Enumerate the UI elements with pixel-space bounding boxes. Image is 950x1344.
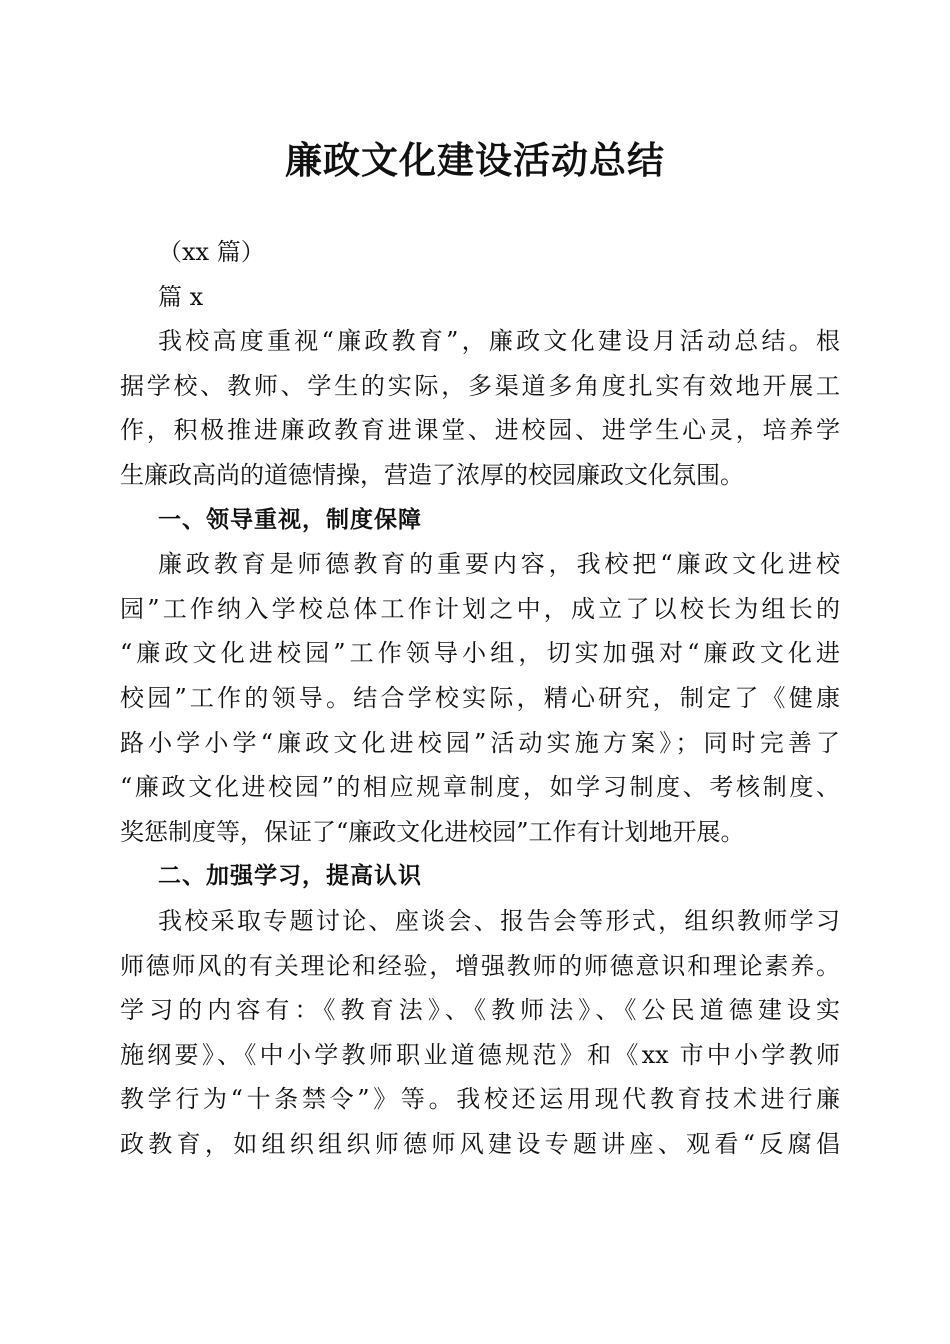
paragraph-line: 施纲要》、《中小学教师职业道德规范》和《xx 市中小学教师: [120, 1040, 840, 1069]
document-title: 廉政文化建设活动总结: [285, 138, 665, 182]
part-label: 篇 x: [158, 282, 204, 311]
paragraph-line: 我校采取专题讨论、座谈会、报告会等形式，组织教师学习: [158, 906, 840, 935]
document-body: [120, 230, 840, 1166]
section-heading-2: 二、加强学习，提高认识: [158, 863, 422, 890]
paragraph-line: 据学校、教师、学生的实际，多渠道多角度扎实有效地开展工: [120, 371, 840, 400]
subtitle: （xx 篇）: [158, 238, 265, 266]
paragraph-line: 园”工作纳入学校总体工作计划之中，成立了以校长为组长的: [120, 594, 840, 623]
paragraph-line: 我校高度重视“廉政教育”，廉政文化建设月活动总结。根: [158, 327, 840, 356]
paragraph-line: 廉政教育是师德教育的重要内容，我校把“廉政文化进校: [158, 550, 840, 579]
paragraph-line: 教学行为“十条禁令”》等。我校还运用现代教育技术进行廉: [120, 1085, 840, 1114]
paragraph-study: [120, 899, 840, 1167]
paragraph-leadership: [120, 542, 840, 854]
paragraph-line: 校园”工作的领导。结合学校实际，精心研究，制定了《健康: [120, 683, 840, 712]
paragraph-line: 师德师风的有关理论和经验，增强教师的师德意识和理论素养。: [120, 951, 840, 980]
paragraph-line: 学习的内容有：《教育法》、《教师法》、《公民道德建设实: [120, 996, 840, 1025]
section-heading-1: 一、领导重视，制度保障: [158, 506, 422, 533]
paragraph-line: 奖惩制度等，保证了“廉政文化进校园”工作有计划地开展。: [120, 817, 745, 846]
paragraph-line: 作，积极推进廉政教育进课堂、进校园、进学生心灵，培养学: [120, 416, 840, 445]
paragraph-line: 生廉政高尚的道德情操，营造了浓厚的校园廉政文化氛围。: [120, 460, 744, 489]
paragraph-line: 政教育，如组织组织师德师风建设专题讲座、观看“反腐倡: [120, 1129, 840, 1158]
paragraph-line: “廉政文化进校园”工作领导小组，切实加强对“廉政文化进: [120, 639, 840, 668]
paragraph-line: “廉政文化进校园”的相应规章制度，如学习制度、考核制度、: [120, 773, 840, 802]
paragraph-line: 路小学小学“廉政文化进校园”活动实施方案》；同时完善了: [120, 728, 840, 757]
paragraph-intro: [120, 319, 840, 497]
